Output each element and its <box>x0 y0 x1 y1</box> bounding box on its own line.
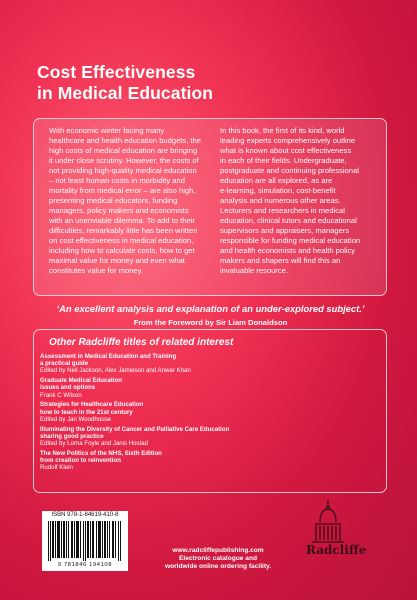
blurb-line: education are all explored, as are <box>220 176 333 185</box>
related-title: Graduate Medical Education <box>40 377 122 385</box>
related-titles-list <box>40 353 370 474</box>
book-title-line-1: Cost Effectiveness <box>37 62 196 82</box>
publisher-website <box>158 547 278 572</box>
blurb-line: presenting medical educators, funding <box>49 196 178 205</box>
related-subtitle: sharing good practice <box>40 432 104 440</box>
blurb-line: In this book, the first of its kind, world <box>220 126 345 135</box>
blurb-line: on cost effectiveness in medical education, <box>49 236 194 245</box>
blurb-line: Lecturers and researchers in medical <box>220 206 345 215</box>
related-author: Edited by Jan Woodhouse <box>40 415 112 423</box>
blurb-line: – not least human costs in morbidity and <box>49 176 185 185</box>
blurb-line: not providing high-quality medical education <box>49 166 197 175</box>
blurb-line: supervisors and appraisers, managers <box>220 226 350 235</box>
related-author: Edited by Lorna Foyle and Janis Hostad <box>40 440 149 448</box>
related-subtitle: issues and options <box>40 384 96 392</box>
blurb-right-column <box>220 126 378 276</box>
blurb-line: difficulties, remarkably little has been written <box>49 226 198 235</box>
related-title: Illuminating the Diversity of Cancer and Palliative Care Education <box>40 425 230 433</box>
blurb-line: leading experts comprehensively outline <box>220 136 356 145</box>
blurb-line: with an unenviable dilemma. To add to their <box>49 216 195 225</box>
related-title-item <box>40 353 370 375</box>
website-line: Electronic catalogue and <box>178 555 258 563</box>
blurb-line: maximal value for money and even what <box>49 256 185 265</box>
related-title-item <box>40 450 370 472</box>
book-title-line-2: in Medical Education <box>37 83 214 103</box>
quote-source: From the Foreword by Sir Liam Donaldson <box>133 318 288 327</box>
related-title-item <box>40 377 370 399</box>
review-quote <box>38 303 383 327</box>
related-subtitle: from creation to reinvention <box>40 457 121 465</box>
blurb-line: education, clinical tutors and educational <box>220 216 357 225</box>
blurb-line: postgraduate and continuing professional <box>220 166 359 175</box>
blurb-line: mortality from medical error – are also high, <box>49 186 196 195</box>
blurb-line: in each of their fields. Undergraduate, <box>220 156 347 165</box>
barcode-icon <box>48 521 122 561</box>
blurb-line: responsible for funding medical education <box>220 236 361 245</box>
blurb-left-column <box>49 126 214 276</box>
isbn-text: ISBN 978-1-84619-410-8 <box>51 512 119 518</box>
blurb-line: including how to calculate costs, how to get <box>49 246 195 255</box>
related-title: Strategies for Healthcare Education <box>40 401 144 409</box>
barcode-number: 9 781846 194108 <box>57 562 113 568</box>
blurb-line: high costs of medical education are bringing <box>49 146 198 155</box>
related-title: Assessment in Medical Education and Training <box>40 353 177 360</box>
related-title-item <box>40 401 370 423</box>
website-url[interactable]: www.radcliffepublishing.com <box>172 547 264 554</box>
related-titles-heading: Other Radcliffe titles of related interest <box>49 337 234 348</box>
blurb-line: constitutes value for money. <box>49 266 143 275</box>
related-title: The New Politics of the NHS, Sixth Edition <box>40 449 162 457</box>
blurb-line: analysis and numerous other areas. <box>220 196 341 205</box>
blurb-line: invaluable resource. <box>220 266 288 275</box>
blurb-line: and health economists and health policy <box>220 246 356 255</box>
book-title <box>37 62 213 104</box>
blurb-line: e-learning, simulation, cost-benefit <box>220 186 336 195</box>
blurb-line: what is known about cost effectiveness <box>220 146 352 155</box>
website-line: worldwide online ordering facility. <box>164 563 272 571</box>
blurb-line: With economic winter facing many <box>49 126 165 135</box>
blurb-line: managers, policy makers and economists <box>49 206 189 215</box>
related-author: Rudolf Klein <box>40 464 73 472</box>
isbn-barcode <box>42 511 128 571</box>
related-author: Frank C Wilson <box>40 391 82 399</box>
related-subtitle: a practical guide <box>40 360 89 368</box>
blurb-line: healthcare and health education budgets, the <box>49 136 201 145</box>
related-title-item <box>40 426 370 448</box>
blurb-line: it under close scrutiny. However, the costs of <box>49 156 199 165</box>
publisher-name: Radcliffe <box>306 543 367 557</box>
quote-text: ‘An excellent analysis and explanation of an under-explored subject.’ <box>56 303 365 314</box>
blurb-line: makers and shapers will find this an <box>220 256 341 265</box>
related-subtitle: how to teach in the 21st century <box>40 408 133 416</box>
related-author: Edited by Neil Jackson, Alex Jamieson and Anwar Khan <box>40 367 191 375</box>
